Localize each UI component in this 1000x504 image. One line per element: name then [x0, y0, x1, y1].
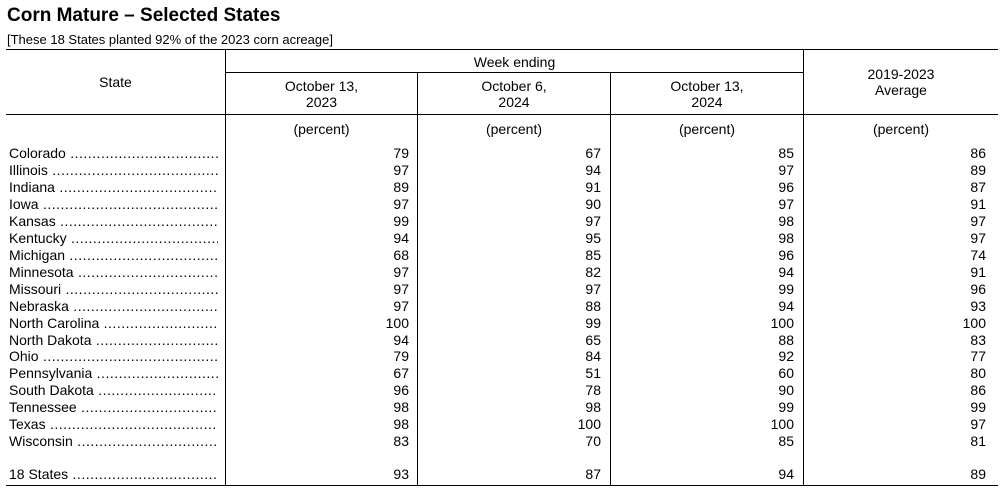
- table-row: [0, 281, 1000, 298]
- row-state: Illinois .....: [9, 162, 218, 179]
- row-state: Nebraska .....: [9, 298, 218, 315]
- row-state: Texas .....: [9, 416, 218, 433]
- cell-oct13-2024: 97: [778, 196, 794, 212]
- table-bottom-rule: [6, 485, 998, 486]
- row-state: Wisconsin .....: [9, 433, 218, 450]
- cell-oct13-2023: 96: [393, 382, 409, 398]
- cell-oct13-2024: 94: [778, 298, 794, 314]
- row-state: Iowa .....: [9, 196, 218, 213]
- cell-oct6-2024: 95: [585, 230, 601, 246]
- table-row: [0, 433, 1000, 450]
- cell-average: 81: [970, 433, 986, 449]
- row-state: Tennessee .....: [9, 399, 218, 416]
- header-bottom-rule: [6, 114, 998, 115]
- cell-oct13-2023: 79: [393, 348, 409, 364]
- cell-oct13-2024: 90: [778, 382, 794, 398]
- row-state: Kentucky .....: [9, 230, 218, 247]
- header-col4-line2: Average: [875, 82, 927, 98]
- cell-oct13-2024: 100: [770, 315, 794, 331]
- cell-average: 91: [970, 196, 986, 212]
- table-row: [0, 196, 1000, 213]
- table-row: [0, 382, 1000, 399]
- cell-oct13-2023: 94: [393, 332, 409, 348]
- cell-average: 100: [962, 315, 986, 331]
- row-state: Ohio .....: [9, 348, 218, 365]
- cell-oct13-2024: 99: [778, 281, 794, 297]
- row-state: Indiana .....: [9, 179, 218, 196]
- header-col3: [611, 78, 803, 110]
- cell-average: 97: [970, 230, 986, 246]
- table-row: [0, 179, 1000, 196]
- row-state: Michigan .....: [9, 247, 218, 264]
- header-col1: [226, 78, 417, 110]
- row-state: Pennsylvania .....: [9, 365, 218, 382]
- table-row: [0, 162, 1000, 179]
- cell-oct13-2023: 97: [393, 196, 409, 212]
- header-col4: [804, 66, 998, 98]
- subtitle: [These 18 States planted 92% of the 2023 corn acreage]: [7, 32, 333, 47]
- header-col2-line1: October 6,: [481, 78, 547, 94]
- header-col2: [418, 78, 610, 110]
- table-row: [0, 264, 1000, 281]
- cell-oct6-2024: 94: [585, 162, 601, 178]
- row-state: North Carolina .....: [9, 315, 218, 332]
- cell-oct13-2024: 98: [778, 230, 794, 246]
- cell-oct13-2024: 99: [778, 399, 794, 415]
- cell-average: 83: [970, 332, 986, 348]
- header-col1-line1: October 13,: [284, 78, 359, 94]
- header-week-ending: Week ending: [473, 54, 556, 70]
- cell-oct13-2024: 97: [778, 162, 794, 178]
- week-ending-rule: [226, 72, 803, 73]
- row-state: North Dakota .....: [9, 332, 218, 349]
- row-state: Colorado .....: [9, 145, 218, 162]
- cell-oct6-2024: 90: [585, 196, 601, 212]
- cell-oct13-2023: 89: [393, 179, 409, 195]
- total-state: 18 States .....: [9, 466, 218, 483]
- total-oct13-2024: 94: [778, 466, 794, 482]
- cell-average: 86: [970, 145, 986, 161]
- header-col3-line1: October 13,: [670, 78, 744, 94]
- cell-average: 74: [970, 247, 986, 263]
- cell-average: 77: [970, 348, 986, 364]
- header-state: State: [99, 74, 132, 90]
- cell-oct6-2024: 98: [585, 399, 601, 415]
- header-col2-line2: 2024: [498, 94, 530, 110]
- cell-average: 89: [970, 162, 986, 178]
- cell-oct13-2024: 98: [778, 213, 794, 229]
- total-average: 89: [970, 466, 986, 482]
- cell-oct13-2023: 97: [393, 162, 409, 178]
- cell-oct6-2024: 82: [585, 264, 601, 280]
- cell-average: 86: [970, 382, 986, 398]
- cell-average: 93: [970, 298, 986, 314]
- row-state: Minnesota .....: [9, 264, 218, 281]
- cell-oct13-2023: 68: [393, 247, 409, 263]
- cell-oct6-2024: 97: [585, 213, 601, 229]
- cell-oct13-2023: 99: [393, 213, 409, 229]
- cell-oct13-2024: 88: [778, 332, 794, 348]
- row-state: Missouri .....: [9, 281, 218, 298]
- cell-oct6-2024: 70: [585, 433, 601, 449]
- cell-oct13-2023: 79: [393, 145, 409, 161]
- cell-oct6-2024: 84: [585, 348, 601, 364]
- cell-oct6-2024: 100: [577, 416, 601, 432]
- table-row: [0, 332, 1000, 349]
- table-row: [0, 348, 1000, 365]
- table-row: [0, 365, 1000, 382]
- total-oct6-2024: 87: [585, 466, 601, 482]
- header-col4-line1: 2019-2023: [867, 66, 935, 82]
- table-row: [0, 399, 1000, 416]
- cell-oct13-2024: 96: [778, 247, 794, 263]
- table-row: [0, 416, 1000, 433]
- cell-oct13-2024: 94: [778, 264, 794, 280]
- cell-oct6-2024: 85: [585, 247, 601, 263]
- cell-average: 97: [970, 416, 986, 432]
- cell-oct13-2023: 97: [393, 264, 409, 280]
- table-row: [0, 213, 1000, 230]
- unit-col3: (percent): [678, 121, 736, 137]
- cell-oct13-2024: 92: [778, 348, 794, 364]
- cell-oct6-2024: 91: [585, 179, 601, 195]
- header-col3-line2: 2024: [691, 94, 723, 110]
- unit-col2: (percent): [485, 121, 543, 137]
- table-row: [0, 315, 1000, 332]
- cell-oct13-2024: 85: [778, 145, 794, 161]
- cell-oct6-2024: 97: [585, 281, 601, 297]
- cell-oct13-2023: 100: [385, 315, 409, 331]
- cell-oct6-2024: 78: [585, 382, 601, 398]
- table-row: [0, 145, 1000, 162]
- table-top-rule: [6, 49, 998, 50]
- cell-oct13-2024: 60: [778, 365, 794, 381]
- cell-average: 97: [970, 213, 986, 229]
- cell-oct6-2024: 99: [585, 315, 601, 331]
- cell-average: 96: [970, 281, 986, 297]
- cell-oct13-2023: 67: [393, 365, 409, 381]
- table-row: [0, 298, 1000, 315]
- cell-oct13-2024: 100: [770, 416, 794, 432]
- cell-oct13-2024: 96: [778, 179, 794, 195]
- row-state: South Dakota .....: [9, 382, 218, 399]
- cell-oct6-2024: 65: [585, 332, 601, 348]
- total-row: [0, 466, 1000, 483]
- cell-average: 91: [970, 264, 986, 280]
- row-state: Kansas .....: [9, 213, 218, 230]
- cell-oct6-2024: 88: [585, 298, 601, 314]
- cell-oct13-2023: 97: [393, 281, 409, 297]
- cell-oct13-2023: 98: [393, 399, 409, 415]
- cell-oct13-2023: 97: [393, 298, 409, 314]
- unit-col4: (percent): [872, 121, 930, 137]
- cell-average: 80: [970, 365, 986, 381]
- table-row: [0, 247, 1000, 264]
- cell-average: 87: [970, 179, 986, 195]
- table-row: [0, 230, 1000, 247]
- cell-oct13-2024: 85: [778, 433, 794, 449]
- cell-oct6-2024: 51: [585, 365, 601, 381]
- cell-average: 99: [970, 399, 986, 415]
- header-col1-line2: 2023: [305, 94, 338, 110]
- total-oct13-2023: 93: [393, 466, 409, 482]
- page-title: Corn Mature – Selected States: [7, 5, 281, 26]
- cell-oct6-2024: 67: [585, 145, 601, 161]
- cell-oct13-2023: 83: [393, 433, 409, 449]
- cell-oct13-2023: 94: [393, 230, 409, 246]
- unit-col1: (percent): [293, 121, 350, 137]
- cell-oct13-2023: 98: [393, 416, 409, 432]
